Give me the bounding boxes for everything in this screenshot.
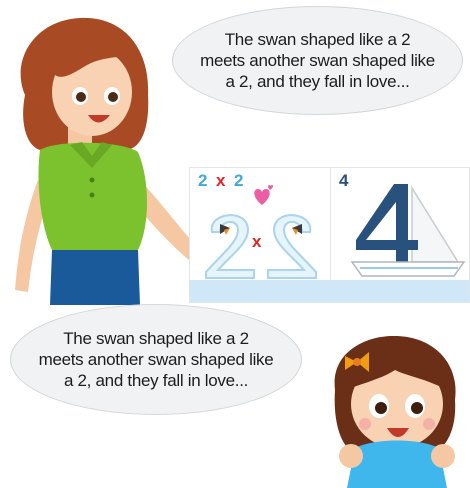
speech-bubble-bottom <box>10 304 302 415</box>
girl-illustration <box>315 330 470 488</box>
speech-line: a 2, and they fall in love... <box>63 371 249 390</box>
speech-line: a 2, and they fall in love... <box>225 72 410 91</box>
boat-four-illustration <box>350 178 466 278</box>
speech-line: The swan shaped like a 2 <box>224 30 411 49</box>
teacher-illustration <box>0 0 215 305</box>
speech-line: meets another swan shaped like <box>38 350 274 369</box>
swan-two-right-illustration <box>262 204 322 282</box>
water-strip <box>190 280 469 302</box>
equation-times: x <box>216 171 226 190</box>
number-four-label: 4 <box>339 171 349 190</box>
illustration-panel <box>189 167 470 303</box>
speech-bubble-top <box>172 6 463 115</box>
speech-line: The swan shaped like a 2 <box>63 329 249 348</box>
swan-two-left-illustration <box>200 204 260 282</box>
equation-number-b: 2 <box>234 171 244 190</box>
speech-line: meets another swan shaped like <box>200 51 435 70</box>
center-times-mark: x <box>252 232 262 251</box>
equation-number-a: 2 <box>198 171 208 190</box>
